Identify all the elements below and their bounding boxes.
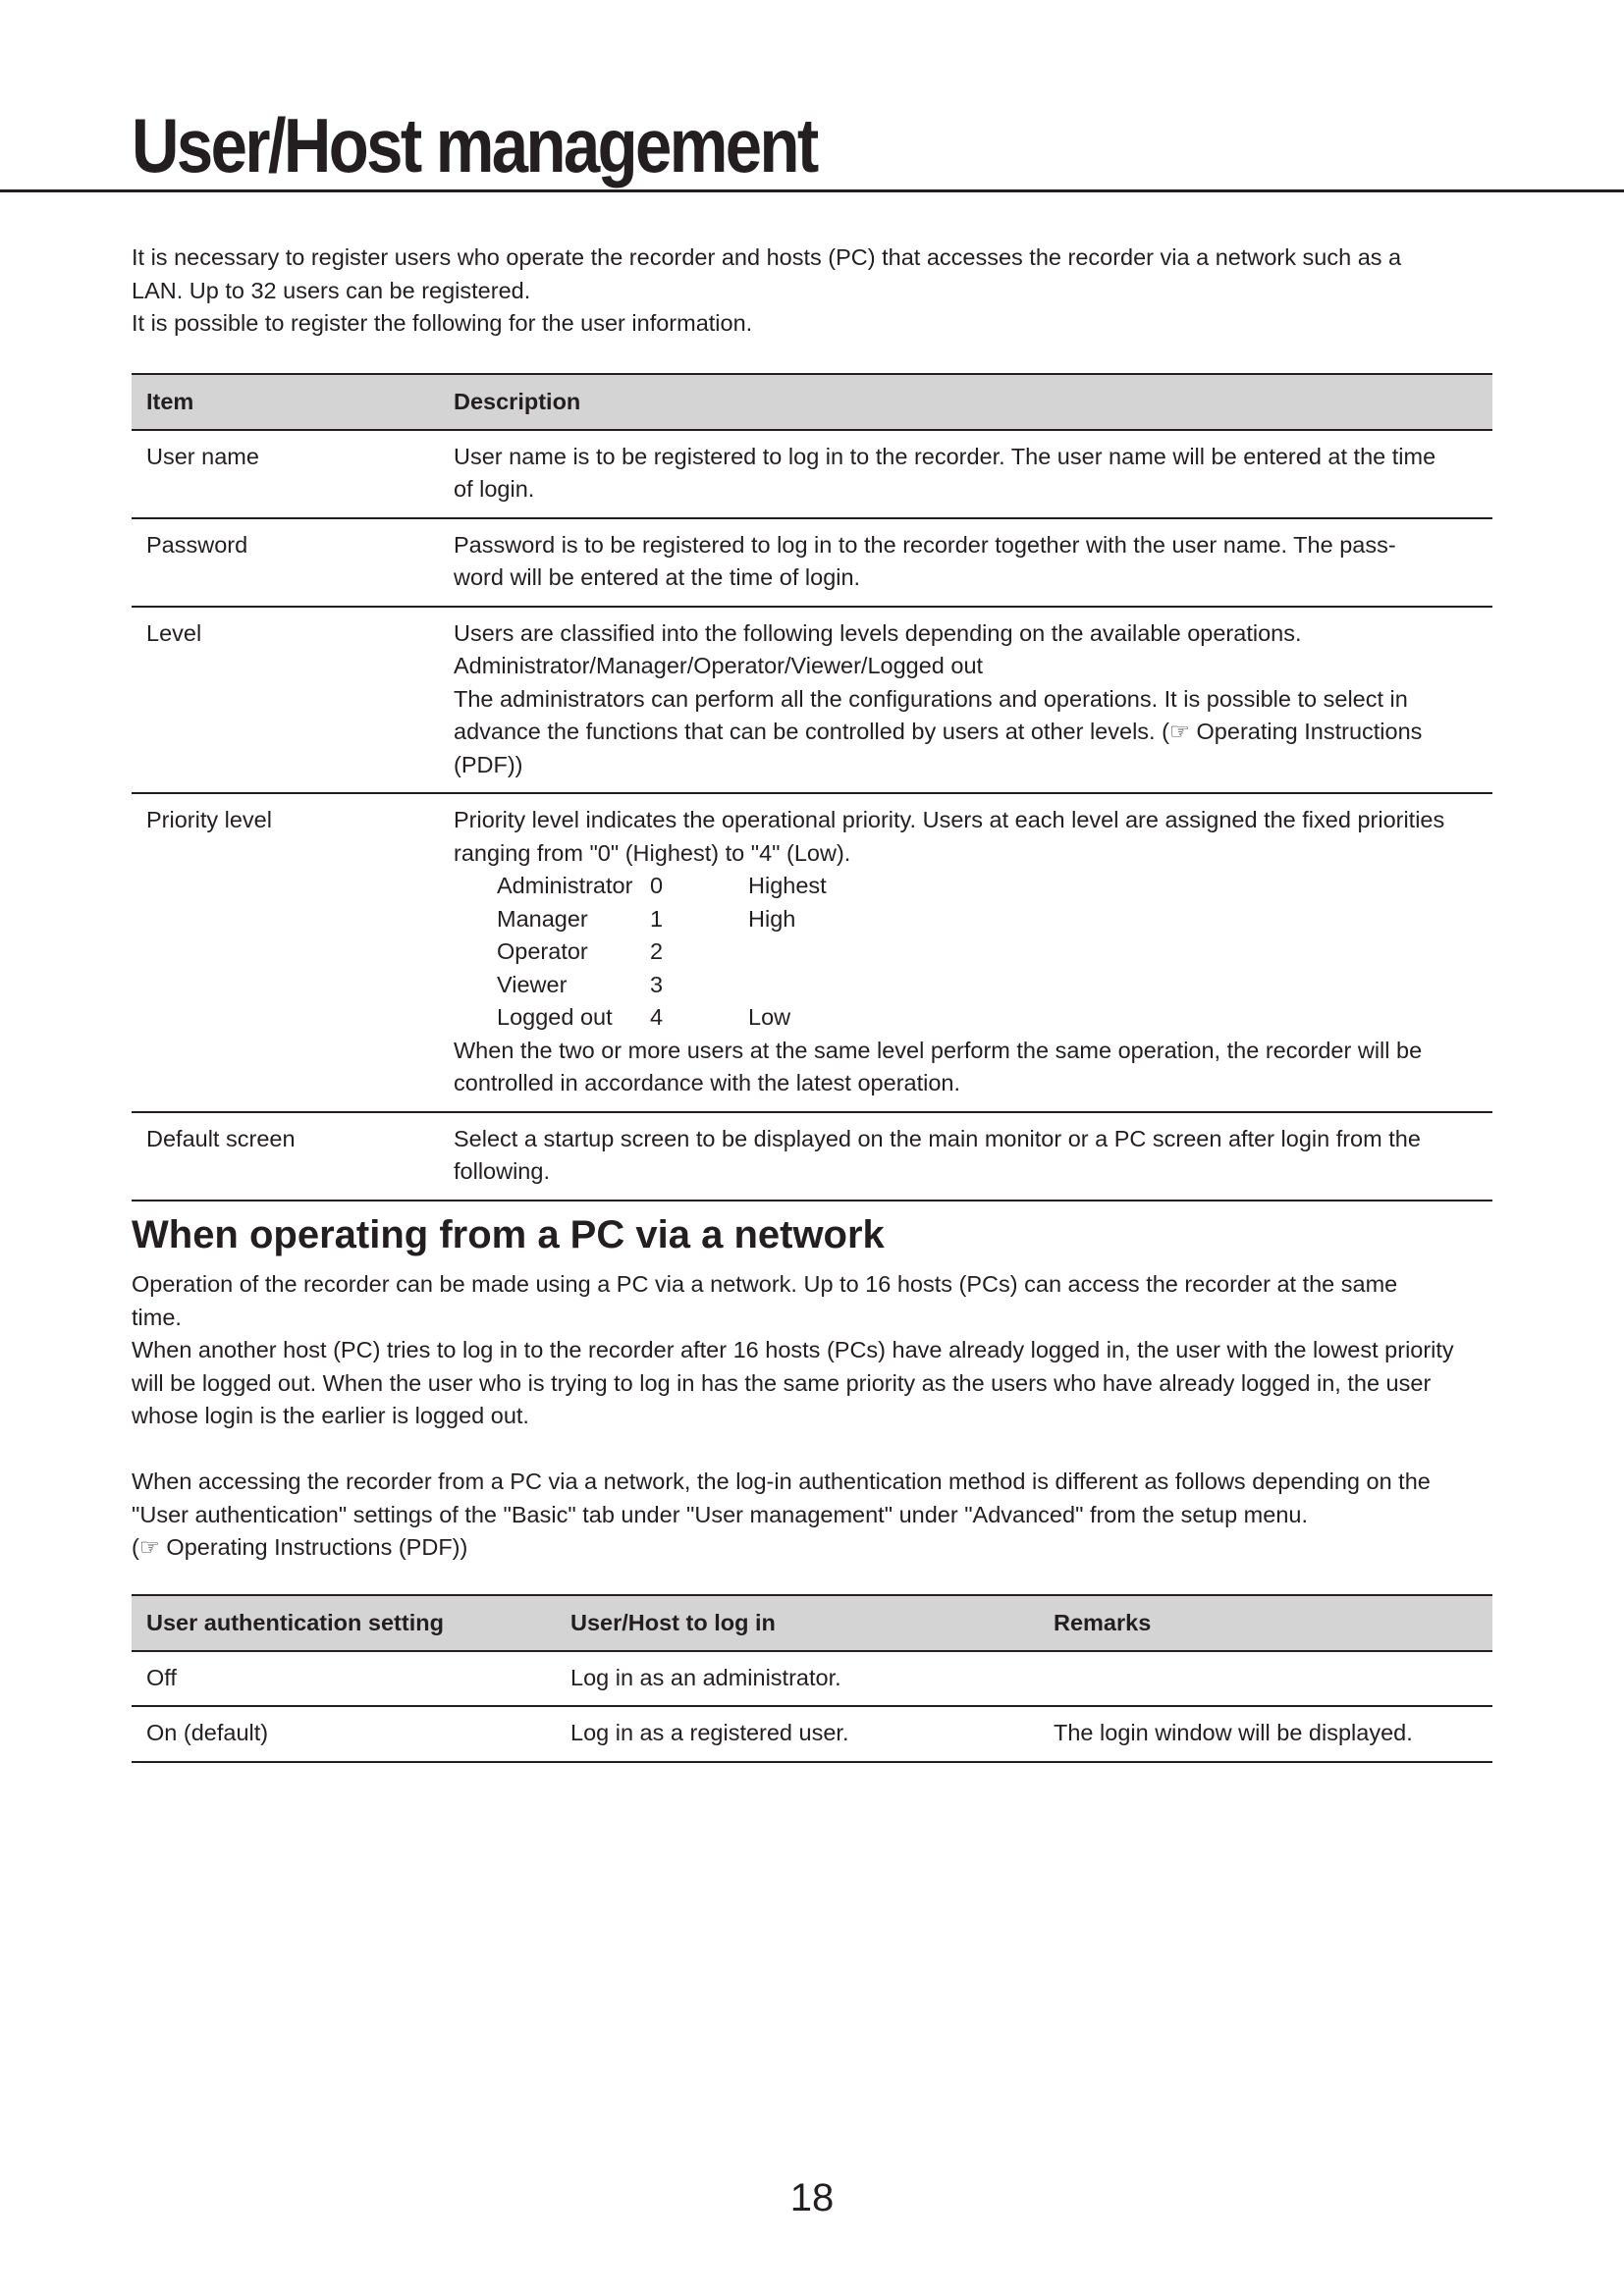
description-cell <box>439 518 1492 607</box>
column-header-item: Item <box>132 374 439 430</box>
remarks-cell <box>1039 1651 1492 1707</box>
column-header-remarks: Remarks <box>1039 1595 1492 1651</box>
table-row <box>132 607 1492 794</box>
paragraph-line: whose login is the earlier is logged out. <box>132 1403 529 1428</box>
description-cell <box>439 430 1492 518</box>
login-cell: Log in as an administrator. <box>556 1651 1039 1707</box>
priority-label: High <box>748 905 796 932</box>
item-cell: Level <box>132 607 439 794</box>
column-header-auth-setting: User authentication setting <box>132 1595 556 1651</box>
auth-table <box>132 1594 1492 1763</box>
table-header-row <box>132 1595 1492 1651</box>
description-line: The administrators can perform all the configurations and operations. It is possible to select in <box>454 685 1408 712</box>
description-line: of login. <box>454 476 535 502</box>
priority-label <box>748 969 905 1002</box>
priority-level-name: Viewer <box>497 971 568 997</box>
priority-value: 2 <box>650 938 664 964</box>
priority-list <box>497 870 1478 1035</box>
priority-value: 1 <box>650 905 664 932</box>
priority-label: Low <box>748 1004 791 1030</box>
table-row <box>132 1112 1492 1201</box>
item-cell: Password <box>132 518 439 607</box>
paragraph-line: When another host (PC) tries to log in to the recorder after 16 hosts (PCs) have already logged in, the user with the lowest priority <box>132 1337 1454 1362</box>
table-row <box>132 1706 1492 1762</box>
priority-label <box>748 935 905 969</box>
description-cell <box>439 607 1492 794</box>
description-line: Select a startup screen to be displayed on the main monitor or a PC screen after login from the <box>454 1125 1421 1151</box>
intro-line: LAN. Up to 32 users can be registered. <box>132 277 531 303</box>
priority-level-name: Manager <box>497 905 588 932</box>
column-header-login: User/Host to log in <box>556 1595 1039 1651</box>
description-cell <box>439 1112 1492 1201</box>
priority-level-name: Administrator <box>497 873 633 898</box>
description-line: word will be entered at the time of login. <box>454 564 861 590</box>
priority-value: 0 <box>650 873 664 898</box>
description-line: Password is to be registered to log in to the recorder together with the user name. The pass- <box>454 531 1396 558</box>
auth-setting-cell: On (default) <box>132 1706 556 1762</box>
page-title: User/Host management <box>132 102 817 188</box>
priority-value: 4 <box>650 1004 664 1030</box>
paragraph-line: "User authentication" settings of the "Basic" tab under "User management" under "Advanced" from the setup menu. <box>132 1501 1308 1527</box>
item-cell: Priority level <box>132 793 439 1112</box>
intro-line: It is necessary to register users who operate the recorder and hosts (PC) that accesses the recorder via a network such as a <box>132 244 1402 270</box>
title-rule <box>0 189 1624 192</box>
item-cell: User name <box>132 430 439 518</box>
reference-link: (☞ Operating Instructions (PDF)) <box>132 1534 468 1560</box>
description-line: When the two or more users at the same level perform the same operation, the recorder will be <box>454 1037 1423 1063</box>
description-line: controlled in accordance with the latest operation. <box>454 1070 961 1095</box>
paragraph-line: Operation of the recorder can be made using a PC via a network. Up to 16 hosts (PCs) can access the recorder at the same <box>132 1271 1398 1297</box>
table-header-row <box>132 374 1492 430</box>
priority-level-name: Operator <box>497 938 588 964</box>
paragraph-line: time. <box>132 1304 182 1330</box>
description-line: ranging from "0" (Highest) to "4" (Low). <box>454 839 851 866</box>
table-row <box>132 430 1492 518</box>
network-section <box>132 1268 1492 1565</box>
intro-section <box>132 241 1492 341</box>
table-row <box>132 793 1492 1112</box>
priority-value: 3 <box>650 971 664 997</box>
priority-level-name: Logged out <box>497 1004 613 1030</box>
description-line: User name is to be registered to log in to the recorder. The user name will be entered at the time <box>454 443 1436 469</box>
description-cell <box>439 793 1492 1112</box>
remarks-cell: The login window will be displayed. <box>1039 1706 1492 1762</box>
table-row <box>132 1651 1492 1707</box>
paragraph-gap <box>132 1433 1492 1467</box>
auth-setting-cell: Off <box>132 1651 556 1707</box>
paragraph-line: When accessing the recorder from a PC via a network, the log-in authentication method is different as follows depending on the <box>132 1468 1431 1494</box>
description-line: (PDF)) <box>454 751 523 777</box>
auth-table-wrap <box>132 1594 1492 1763</box>
login-cell: Log in as a registered user. <box>556 1706 1039 1762</box>
table-row <box>132 518 1492 607</box>
page-number: 18 <box>789 2176 835 2219</box>
description-line: Administrator/Manager/Operator/Viewer/Logged out <box>454 653 984 678</box>
item-cell: Default screen <box>132 1112 439 1201</box>
description-line: Users are classified into the following levels depending on the available operations. <box>454 619 1302 646</box>
intro-line: It is possible to register the following for the user information. <box>132 310 753 336</box>
description-line: advance the functions that can be controlled by users at other levels. (☞ Operating Instructions <box>454 719 1423 744</box>
user-info-table-wrap <box>132 373 1492 1201</box>
paragraph-line: will be logged out. When the user who is trying to log in has the same priority as the users who have already logged in, the user <box>132 1369 1432 1396</box>
column-header-description: Description <box>439 374 1492 430</box>
user-info-table <box>132 373 1492 1201</box>
description-line: Priority level indicates the operational priority. Users at each level are assigned the fixed priorities <box>454 807 1445 832</box>
priority-label: Highest <box>748 873 827 898</box>
section-heading: When operating from a PC via a network <box>132 1213 885 1256</box>
description-line: following. <box>454 1158 550 1184</box>
